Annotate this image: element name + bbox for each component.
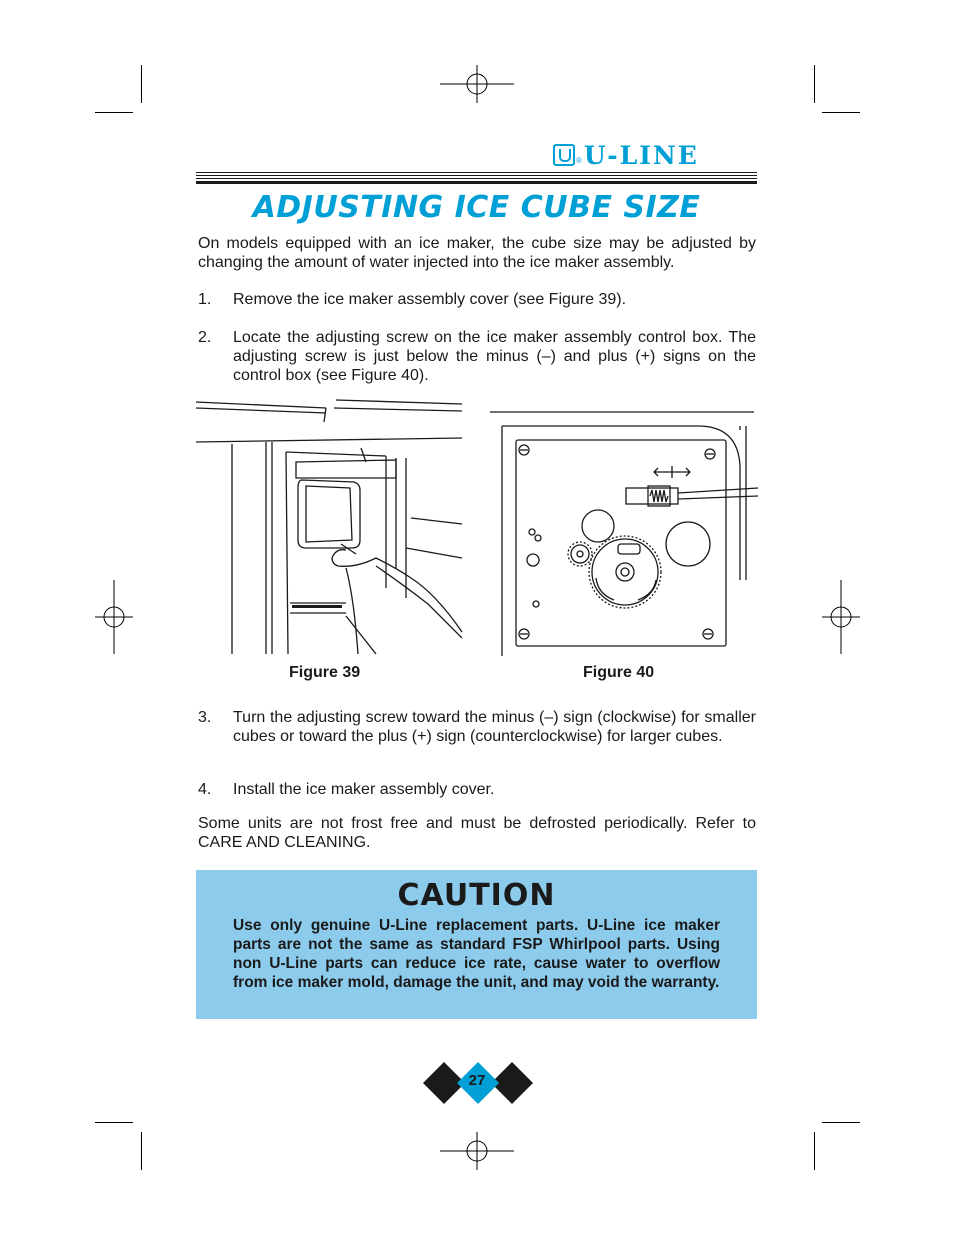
defrost-note: Some units are not frost free and must be defrosted periodically. Refer to CARE AND CLEANING. xyxy=(198,815,756,851)
registration-mark-bottom xyxy=(440,1132,514,1170)
step-number: 1. xyxy=(198,291,212,308)
intro-paragraph: On models equipped with an ice maker, the cube size may be adjusted by changing the amount of water injected into the ice maker assembly. xyxy=(198,235,756,271)
figure-39-illustration xyxy=(196,398,464,656)
figure-40-caption: Figure 40 xyxy=(583,664,655,681)
registration-mark-top xyxy=(440,65,514,103)
step-4 xyxy=(198,780,756,799)
page-number: 27 xyxy=(468,1072,486,1089)
step-text: Locate the adjusting screw on the ice maker assembly control box. The adjusting screw is just below the minus (–) and plus (+) signs on the control box (see Figure 40). xyxy=(233,329,756,384)
step-text: Remove the ice maker assembly cover (see Figure 39). xyxy=(233,291,627,308)
registered-mark: ® xyxy=(576,155,582,165)
step-text: Install the ice maker assembly cover. xyxy=(233,781,495,798)
step-1 xyxy=(198,290,756,309)
step-number: 2. xyxy=(198,329,212,346)
step-3 xyxy=(198,708,756,746)
caution-box xyxy=(196,870,757,1019)
u-line-logo-icon xyxy=(553,144,575,166)
page-title: ADJUSTING ICE CUBE SIZE xyxy=(252,190,701,225)
caution-title: CAUTION xyxy=(397,878,556,913)
figure-39-caption: Figure 39 xyxy=(289,664,361,681)
brand-name: U-LINE xyxy=(583,140,699,170)
step-text: Turn the adjusting screw toward the minus (–) sign (clockwise) for smaller cubes or toward the plus (+) sign (counterclockwise) for larger cubes. xyxy=(233,709,756,745)
brand-logo xyxy=(553,140,699,170)
registration-mark-right xyxy=(822,580,860,654)
step-2 xyxy=(198,328,756,385)
step-number: 3. xyxy=(198,709,212,726)
caution-text: Use only genuine U-Line replacement parts. U-Line ice maker parts are not the same as standard FSP Whirlpool parts. Using non U-Line parts can reduce ice rate, cause water to overflow from ice maker mold, damage the unit, and may void the warranty. xyxy=(233,917,720,991)
step-number: 4. xyxy=(198,781,212,798)
registration-mark-left xyxy=(95,580,133,654)
figure-40-illustration xyxy=(488,408,758,656)
